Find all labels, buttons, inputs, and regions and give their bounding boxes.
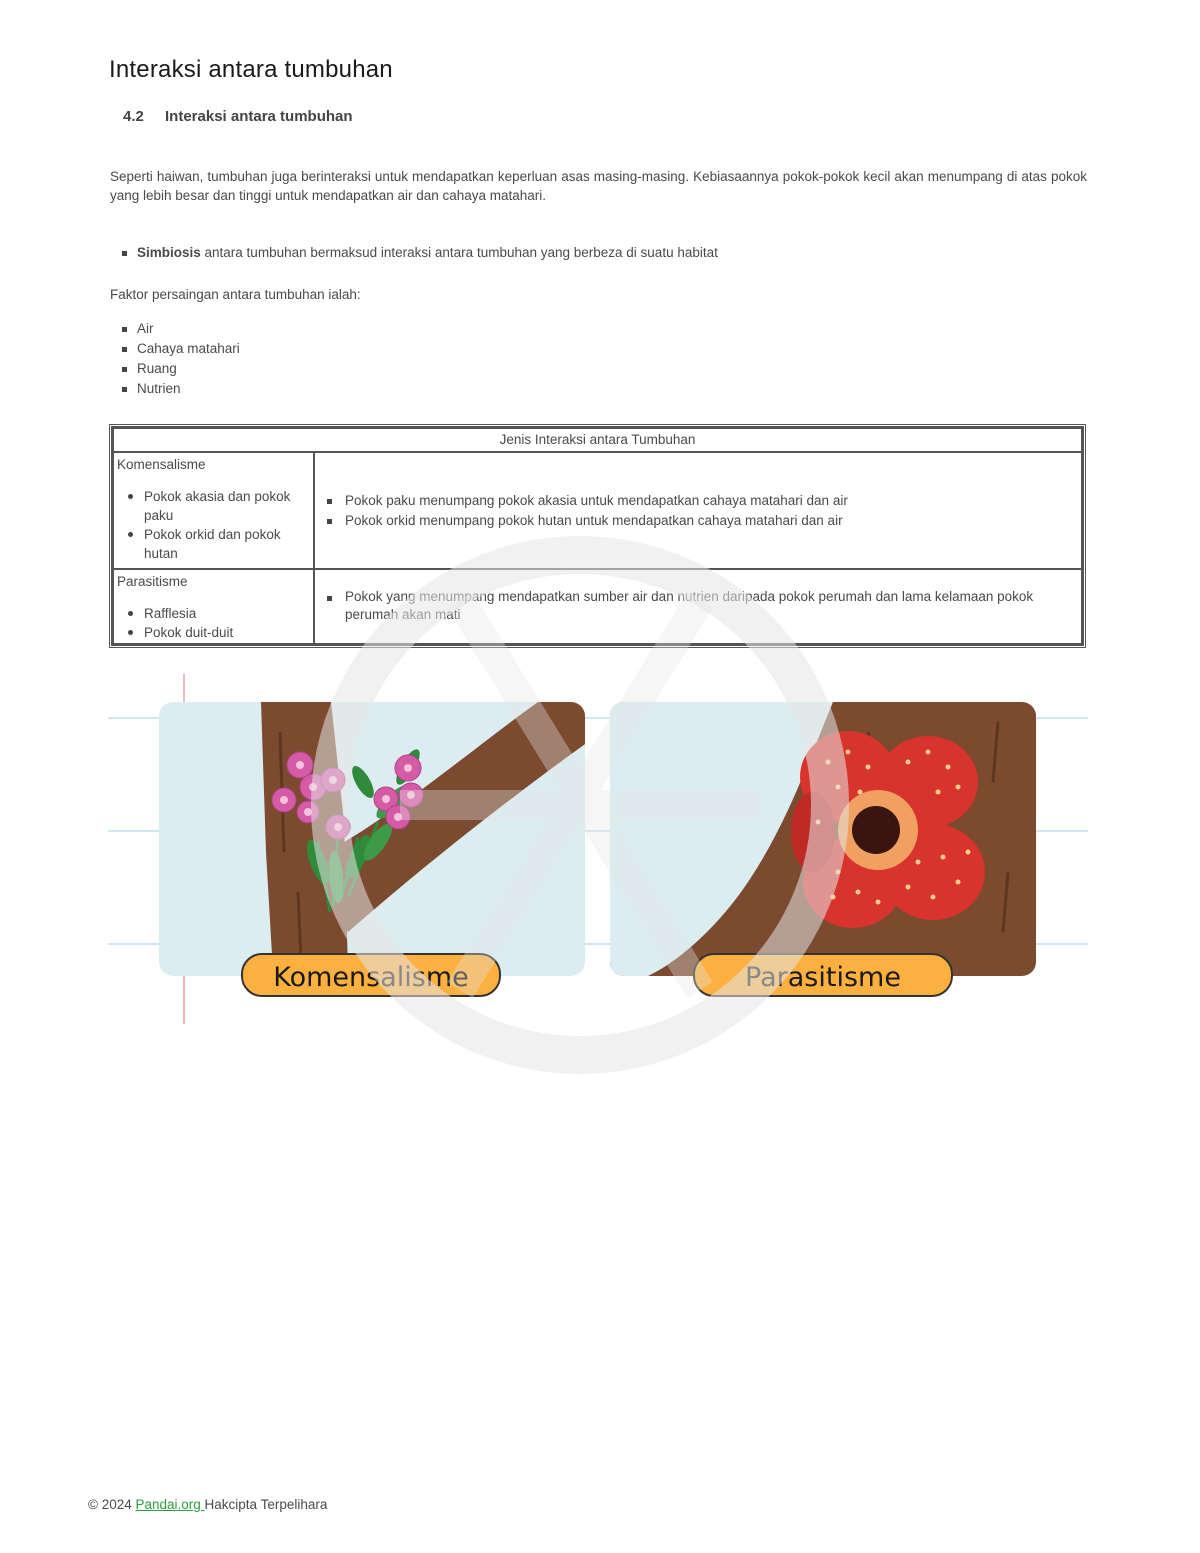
description-item: Pokok paku menumpang pokok akasia untuk mendapatkan cahaya matahari dan air <box>315 491 1081 511</box>
section-heading <box>123 108 353 125</box>
factor-item: Cahaya matahari <box>110 339 240 359</box>
factor-item: Nutrien <box>110 379 240 399</box>
definition-list <box>110 243 718 263</box>
description-cell <box>314 452 1082 569</box>
label-parasitisme: Parasitisme <box>745 962 901 993</box>
factor-label: Faktor persaingan antara tumbuhan ialah: <box>110 287 361 302</box>
description-item: Pokok orkid menumpang pokok hutan untuk mendapatkan cahaya matahari dan air <box>315 511 1081 531</box>
intro-paragraph: Seperti haiwan, tumbuhan juga berinteraksi untuk mendapatkan keperluan asas masing-masing. Kebiasaannya pokok-pokok kecil akan menumpang di atas pokok yang lebih besar dan tinggi untuk mendapatkan air dan cahaya matahari. <box>110 169 1087 203</box>
commensalism-panel <box>159 702 588 996</box>
label-komensalisme: Komensalisme <box>273 962 469 993</box>
rights-text: Hakcipta Terpelihara <box>204 1497 328 1512</box>
section-title: Interaksi antara tumbuhan <box>165 108 353 125</box>
factor-item: Ruang <box>110 359 240 379</box>
example-item: Pokok akasia dan pokok paku <box>117 487 310 525</box>
example-item: Pokok orkid dan pokok hutan <box>117 525 310 563</box>
copyright-text: © 2024 <box>88 1497 136 1512</box>
interaction-name: Komensalisme <box>117 457 206 472</box>
factor-list <box>110 319 240 399</box>
description-cell <box>314 569 1082 644</box>
table-header: Jenis Interaksi antara Tumbuhan <box>113 428 1082 452</box>
section-number: 4.2 <box>123 108 144 125</box>
interaction-illustration <box>108 672 1088 1032</box>
example-item: Rafflesia <box>117 604 310 623</box>
table-row-komensalisme <box>113 452 314 569</box>
interaction-table <box>109 424 1086 648</box>
definition-term: Simbiosis <box>137 245 201 260</box>
factor-item: Air <box>110 319 240 339</box>
definition-text: antara tumbuhan bermaksud interaksi antara tumbuhan yang berbeza di suatu habitat <box>200 245 718 260</box>
example-list <box>117 604 310 642</box>
footer-link[interactable]: Pandai.org <box>135 1497 205 1512</box>
parasitism-panel <box>610 702 1036 996</box>
page-title: Interaksi antara tumbuhan <box>109 56 393 83</box>
table-row-parasitisme <box>113 569 314 644</box>
rafflesia-icon <box>791 731 985 928</box>
description-item: Pokok yang menumpang mendapatkan sumber air dan nutrien daripada pokok perumah dan lama kelamaan pokok perumah akan mati <box>315 588 1081 624</box>
footer <box>88 1497 327 1512</box>
description-list <box>315 588 1081 624</box>
example-list <box>117 487 310 563</box>
example-item: Pokok duit-duit <box>117 623 310 642</box>
definition-item <box>110 243 718 263</box>
description-list <box>315 491 1081 531</box>
interaction-name: Parasitisme <box>117 574 188 589</box>
